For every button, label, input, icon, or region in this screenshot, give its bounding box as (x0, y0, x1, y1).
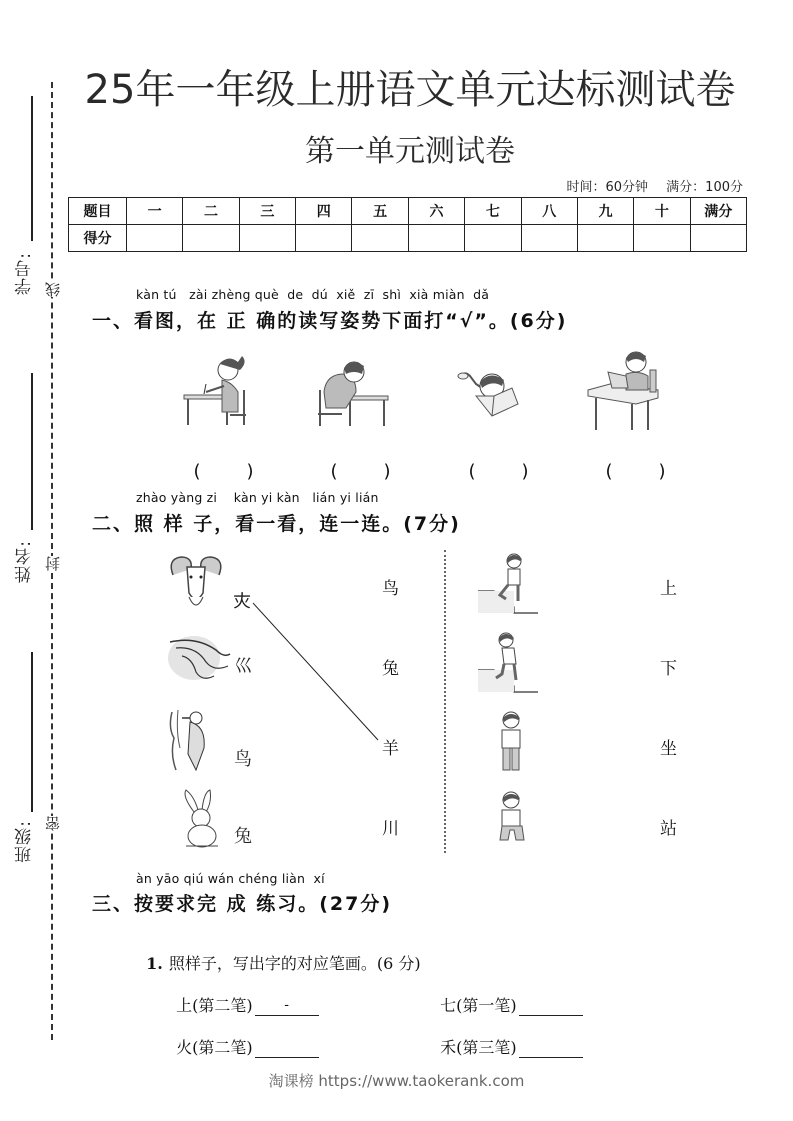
boy-standing-image (494, 710, 528, 776)
full-score-label: 满分：100分 (666, 180, 743, 195)
score-header-cell: 五 (352, 198, 408, 225)
score-cell[interactable] (465, 225, 521, 252)
section2-pinyin: zhào yàng zi kàn yi kàn lián yi lián (136, 490, 379, 505)
boy-going-downstairs-image (478, 630, 540, 694)
stroke-item-3: 火(第二笔) (166, 1016, 319, 1058)
boy-writing-hunched-image (316, 352, 390, 428)
page-subtitle: 第一单元测试卷 (305, 134, 515, 169)
right-char-down[interactable]: 下 (660, 659, 677, 679)
score-header-cell: 一 (127, 198, 183, 225)
score-cell[interactable] (352, 225, 408, 252)
score-header-cell: 六 (408, 198, 464, 225)
page-title: 25年一年级上册语文单元达标测试卷 (84, 67, 736, 113)
score-header-cell: 题目 (69, 198, 127, 225)
answer-paren-3[interactable]: ( ) (468, 461, 529, 482)
ancient-glyph-rabbit: 兔 (234, 826, 252, 847)
boy-going-upstairs-image (478, 551, 540, 615)
score-table (68, 197, 747, 252)
right-char-stand[interactable]: 站 (660, 819, 677, 839)
seal-char-seal: 封 (44, 556, 62, 571)
seal-char-line: 线 (44, 282, 62, 297)
score-header-cell: 三 (239, 198, 295, 225)
score-cell[interactable] (239, 225, 295, 252)
section3-pinyin: àn yāo qiú wán chéng liàn xí (136, 871, 325, 886)
answer-blank[interactable]: - (255, 997, 319, 1016)
score-header-cell: 十 (634, 198, 690, 225)
student-id-label: 学号: (15, 252, 35, 295)
question-1-title: 1. 照样子，写出字的对应笔画。(6 分) (146, 954, 421, 973)
score-cell[interactable] (577, 225, 633, 252)
answer-blank[interactable] (255, 1039, 319, 1058)
goat-image (165, 553, 227, 615)
left-char-river[interactable]: 川 (382, 819, 399, 839)
boy-sitting-image (494, 790, 528, 850)
score-cell[interactable] (127, 225, 183, 252)
stroke-item-4: 禾(第三笔) (430, 1016, 583, 1058)
left-char-goat[interactable]: 羊 (382, 739, 399, 759)
answer-paren-4[interactable]: ( ) (605, 461, 666, 482)
left-char-rabbit[interactable]: 兔 (382, 659, 399, 679)
score-header-cell: 七 (465, 198, 521, 225)
section1-heading: 一、看图，在 正 确的读写姿势下面打“√”。(6分) (92, 310, 568, 332)
time-label: 时间：60分钟 (566, 180, 649, 195)
student-id-line (31, 96, 33, 241)
score-cell[interactable] (521, 225, 577, 252)
ancient-glyph-goat: 𡗜 (233, 591, 251, 612)
right-char-up[interactable]: 上 (660, 579, 677, 599)
score-row-label: 得分 (69, 225, 127, 252)
name-label: 姓名: (15, 540, 35, 583)
answer-blank[interactable] (519, 997, 583, 1016)
question-number: 1. (146, 954, 163, 973)
section3-heading: 三、按要求完 成 练习。(27分) (92, 893, 393, 915)
score-cell[interactable] (296, 225, 352, 252)
score-header-cell: 九 (577, 198, 633, 225)
score-header-cell: 八 (521, 198, 577, 225)
rabbit-image (180, 788, 222, 850)
ancient-glyph-river: 巛 (234, 656, 252, 677)
name-line (31, 373, 33, 530)
stroke-item-1: 上(第二笔) - (166, 974, 319, 1016)
score-cell[interactable] (183, 225, 239, 252)
column-divider (444, 550, 446, 853)
score-table-score-row (69, 225, 747, 252)
left-char-bird[interactable]: 鸟 (382, 579, 399, 599)
answer-paren-2[interactable]: ( ) (330, 461, 391, 482)
score-cell[interactable] (634, 225, 690, 252)
bird-image (166, 708, 214, 774)
score-header-cell: 二 (183, 198, 239, 225)
right-char-sit[interactable]: 坐 (660, 739, 677, 759)
answer-blank[interactable] (519, 1039, 583, 1058)
boy-reading-at-desk-image (586, 348, 662, 432)
score-table-header-row (69, 198, 747, 225)
score-header-cell: 四 (296, 198, 352, 225)
class-line (31, 652, 33, 812)
class-label: 班级: (15, 820, 35, 863)
answer-paren-1[interactable]: ( ) (193, 461, 254, 482)
section2-heading: 二、照 样 子，看一看，连一连。(7分) (92, 513, 461, 535)
stroke-item-2: 七(第一笔) (430, 974, 583, 1016)
seal-char-secret: 密 (44, 816, 62, 831)
section1-pinyin: kàn tú zài zhèng què de dú xiě zī shì xià miàn dǎ (136, 287, 490, 302)
exam-meta (552, 176, 743, 195)
footer-watermark: 淘课榜 https://www.taokerank.com (268, 1072, 525, 1090)
score-cell[interactable] (408, 225, 464, 252)
score-header-cell: 满分 (690, 198, 746, 225)
example-connect-line (250, 600, 382, 744)
river-image (166, 632, 232, 684)
girl-writing-upright-image (182, 350, 254, 428)
score-cell[interactable] (690, 225, 746, 252)
boy-reading-lying-down-image (456, 366, 526, 422)
ancient-glyph-bird: 鸟 (234, 749, 252, 770)
